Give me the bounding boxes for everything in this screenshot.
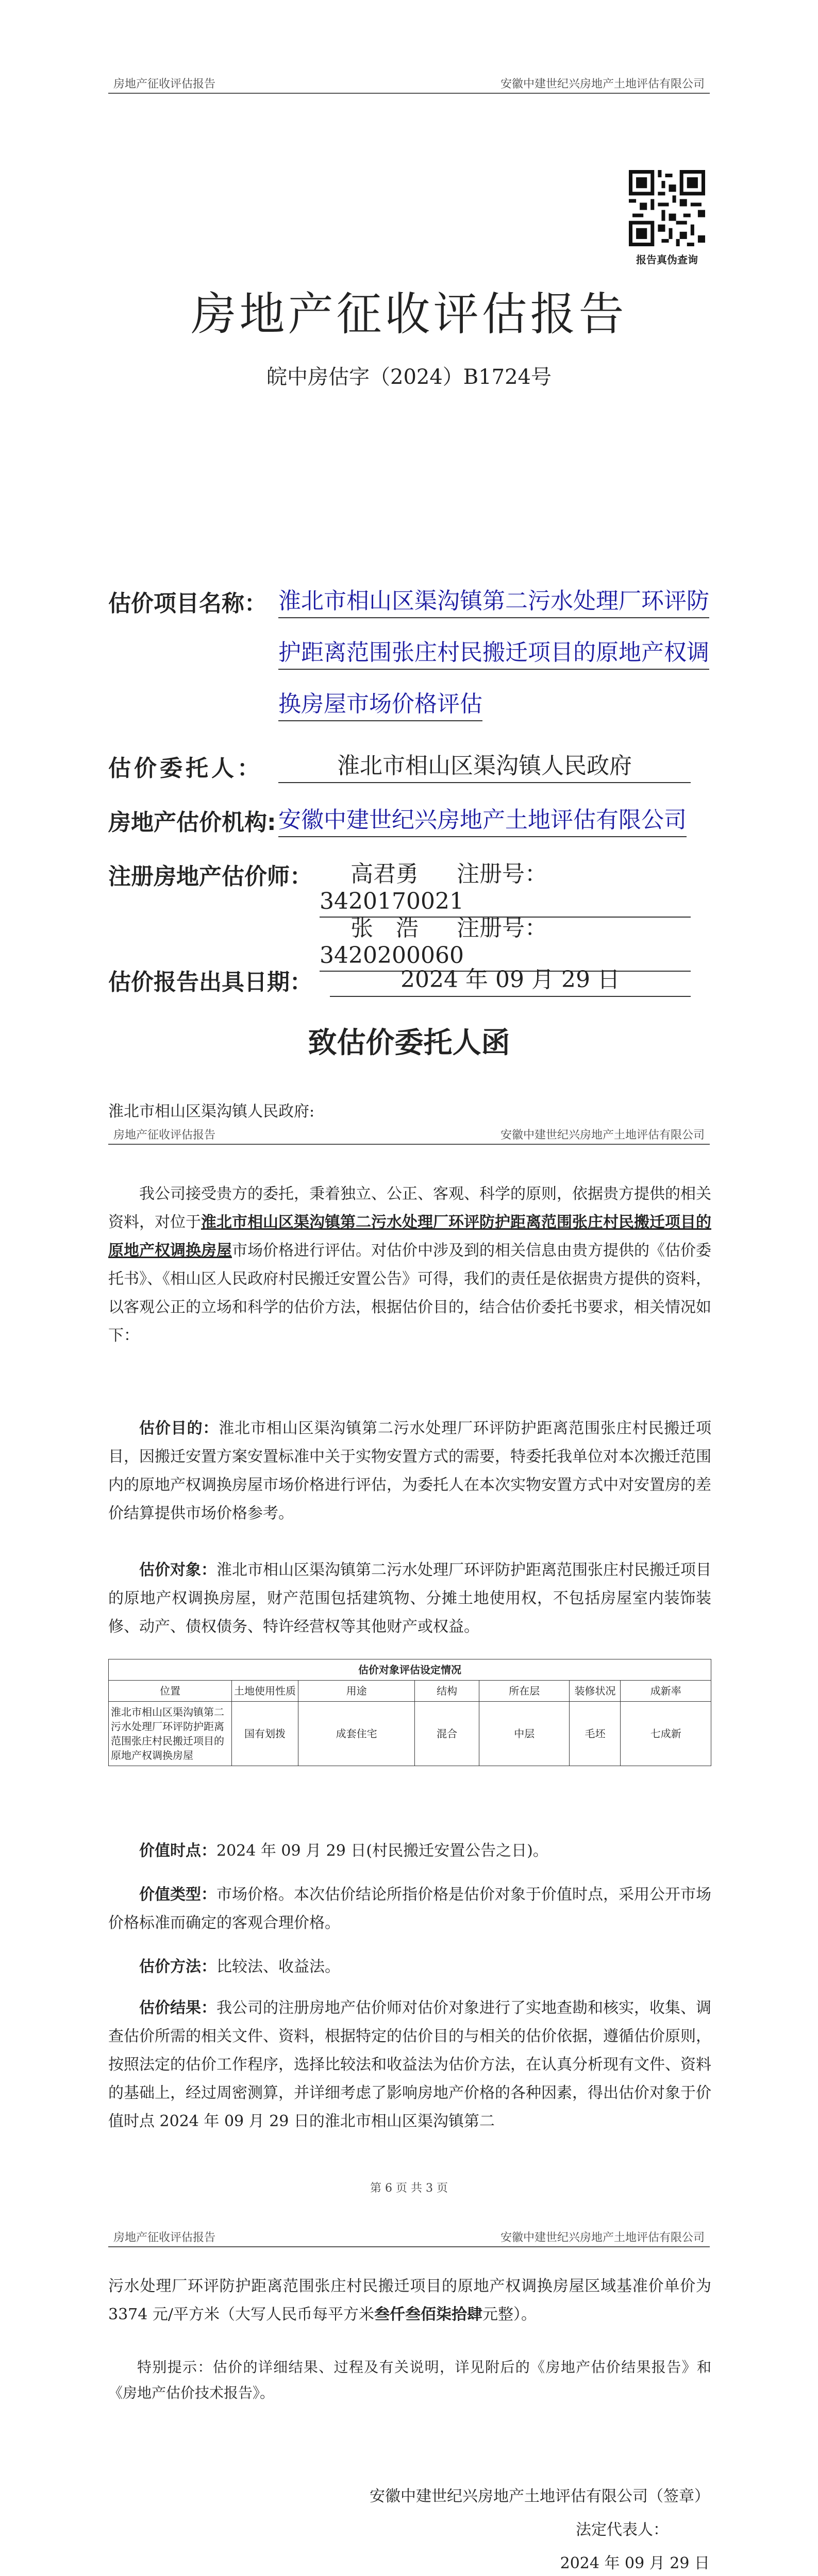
- header-left: 房地产征收评估报告: [113, 2231, 216, 2244]
- client-label: 估价委托人：: [108, 755, 263, 782]
- client-value: [278, 747, 691, 783]
- legal-rep-line: 法定代表人：: [576, 2521, 669, 2539]
- value-type-text: 市场价格。本次估价结论所指价格是估价对象于价值时点，采用公开市场价格标准而确定的客观合理价格。: [108, 1886, 711, 1932]
- appraiser-2-reg: 注册号：3420200060: [320, 915, 547, 969]
- th-decoration: 装修状况: [570, 1681, 621, 1702]
- qr-code-icon[interactable]: [629, 170, 705, 246]
- page-header: [108, 72, 710, 94]
- cell-structure: 混合: [415, 1702, 479, 1766]
- value-date-paragraph: [108, 1837, 711, 1865]
- result-text: 我公司的注册房地产估价师对估价对象进行了实地查勘和核实，收集、调查估价所需的相关文件、资料，根据特定的估价目的与相关的估价依据，遵循估价原则，按照法定的估价工作程序，选择比较法和收益法为估价方法，在认真分析现有文件、资料的基础上，经过周密测算，并详细考虑了影响房地产价格的各种因素，得出估价对象于价值时点 2024 年 09 月 29 日的淮北市相山区渠沟镇第二: [108, 1999, 711, 2130]
- th-land-use: 土地使用性质: [232, 1681, 298, 1702]
- company-seal-line: 安徽中建世纪兴房地产土地评估有限公司（签章）: [370, 2487, 710, 2505]
- th-newness: 成新率: [621, 1681, 711, 1702]
- header-right: 安徽中建世纪兴房地产土地评估有限公司: [500, 2231, 705, 2244]
- report-number: 皖中房估字（2024）B1724号: [266, 365, 552, 389]
- project-line-2: 护距离范围张庄村民搬迁项目的原地产权调: [278, 634, 709, 670]
- cell-usage: 成套住宅: [298, 1702, 415, 1766]
- cell-floor: 中层: [479, 1702, 570, 1766]
- cell-newness: 七成新: [621, 1702, 711, 1766]
- value-type-paragraph: [108, 1880, 711, 1937]
- salutation: 淮北市相山区渠沟镇人民政府:: [108, 1103, 315, 1121]
- qr-caption: 报告真伪查询: [636, 253, 698, 266]
- project-label: 估价项目名称：: [108, 590, 267, 617]
- value-date-text: 2024 年 09 月 29 日(村民搬迁安置公告之日)。: [216, 1842, 548, 1860]
- purpose-text: 淮北市相山区渠沟镇第二污水处理厂环评防护距离范围张庄村民搬迁项目，因搬迁安置方案安置标准中关于实物安置方式的需要，特委托我单位对本次搬迁范围内的原地产权调换房屋市场价格进行评估，为委托人在本次实物安置方式中对安置房的差价结算提供市场价格参考。: [108, 1419, 712, 1522]
- amount-in-words: 叁仟叁佰柒拾肆: [374, 2306, 482, 2324]
- agency-label: 房地产估价机构:: [108, 809, 276, 836]
- intro-text-b: 市场价格进行评估。对估价中涉及到的相关信息由贵方提供的《估价委托书》、《相山区人民政府村民搬迁安置公告》可得，我们的责任是依据贵方提供的资料，以客观公正的立场和科学的估价方法，根据估价目的，结合估价委托书要求，相关情况如下：: [108, 1242, 711, 1345]
- method-label: 估价方法：: [139, 1958, 216, 1976]
- appraiser-1-reg: 注册号：3420170021: [320, 861, 547, 914]
- table-row: [109, 1702, 711, 1766]
- intro-paragraph: [108, 1180, 711, 1350]
- result-paragraph: [108, 1994, 711, 2136]
- appraiser-2-name: 张 浩: [350, 915, 419, 941]
- value-date-label: 价值时点：: [139, 1842, 216, 1860]
- cell-decoration: 毛坯: [570, 1702, 621, 1766]
- method-paragraph: [108, 1953, 711, 1981]
- valuation-table: [108, 1659, 711, 1766]
- special-note: 特别提示：估价的详细结果、过程及有关说明，详见附后的《房地产估价结果报告》和《房地产估价技术报告》。: [108, 2359, 711, 2401]
- cont-text-b: 元整）。: [482, 2306, 537, 2324]
- header-left: 房地产征收评估报告: [113, 78, 216, 91]
- th-location: 位置: [109, 1681, 232, 1702]
- table-header-row: [109, 1681, 711, 1702]
- cover-page: [0, 0, 818, 1087]
- table-caption: 估价对象评估设定情况: [109, 1659, 711, 1681]
- intro-text-a: 我公司接受贵方的委托，秉着独立、公正、客观、科学的原则，依据贵方提供的相关资料，对位于: [108, 1185, 711, 1231]
- date-value-wrap: [330, 961, 691, 997]
- letter-title: 致估价委托人函: [308, 1026, 510, 1060]
- result-continued: [108, 2272, 711, 2329]
- letter-page-6: [0, 1123, 818, 2205]
- result-label: 估价结果：: [139, 1999, 216, 2017]
- cell-land-use: 国有划拨: [232, 1702, 298, 1766]
- appraiser-1-name: 高君勇: [350, 861, 419, 887]
- page-header: [108, 1123, 710, 1145]
- cell-location: 淮北市相山区渠沟镇第二污水处理厂环评防护距离范围张庄村民搬迁项目的原地产权调换房屋: [109, 1702, 232, 1766]
- project-line-3: 换房屋市场价格评估: [278, 685, 482, 721]
- page-footer-6: 第 6 页 共 3 页: [370, 2182, 448, 2195]
- purpose-label: 估价目的：: [139, 1419, 219, 1437]
- report-title: 房地产征收评估报告: [191, 287, 627, 341]
- date-label: 估价报告出具日期：: [108, 969, 312, 995]
- header-left: 房地产征收评估报告: [113, 1129, 216, 1142]
- header-right: 安徽中建世纪兴房地产土地评估有限公司: [500, 1129, 705, 1142]
- value-type-label: 价值类型：: [139, 1886, 216, 1904]
- object-paragraph: [108, 1556, 711, 1641]
- intro-project-name: 淮北市相山区渠沟镇第二污水处理厂环评防护距离范围张庄村民搬迁项目的原地产权调换房屋: [108, 1213, 711, 1260]
- header-right: 安徽中建世纪兴房地产土地评估有限公司: [500, 78, 705, 91]
- purpose-paragraph: [108, 1414, 711, 1528]
- th-floor: 所在层: [479, 1681, 570, 1702]
- client-name: 淮北市相山区渠沟镇人民政府: [337, 753, 632, 779]
- sign-date: 2024 年 09 月 29 日: [560, 2554, 710, 2572]
- object-text: 淮北市相山区渠沟镇第二污水处理厂环评防护距离范围张庄村民搬迁项目的原地产权调换房屋，财产范围包括建筑物、分摊土地使用权，不包括房屋室内装饰装修、动产、债权债务、特许经营权等其他财产或权益。: [108, 1561, 711, 1636]
- cont-text-a: 污水处理厂环评防护距离范围张庄村民搬迁项目的原地产权调换房屋区域基准价单价为 3374 元/平方米（大写人民币每平方米: [108, 2277, 711, 2324]
- method-text: 比较法、收益法。: [216, 1958, 340, 1976]
- th-usage: 用途: [298, 1681, 415, 1702]
- th-structure: 结构: [415, 1681, 479, 1702]
- agency-value: 安徽中建世纪兴房地产土地评估有限公司: [278, 801, 687, 837]
- appraiser-1-row: [320, 855, 691, 918]
- letter-page-7: [0, 2226, 818, 2576]
- object-label: 估价对象：: [139, 1561, 216, 1579]
- project-line-1: 淮北市相山区渠沟镇第二污水处理厂环评防: [278, 582, 709, 618]
- page-header: [108, 2226, 710, 2247]
- appraiser-label: 注册房地产估价师：: [108, 863, 312, 890]
- report-date: 2024 年 09 月 29 日: [400, 967, 620, 993]
